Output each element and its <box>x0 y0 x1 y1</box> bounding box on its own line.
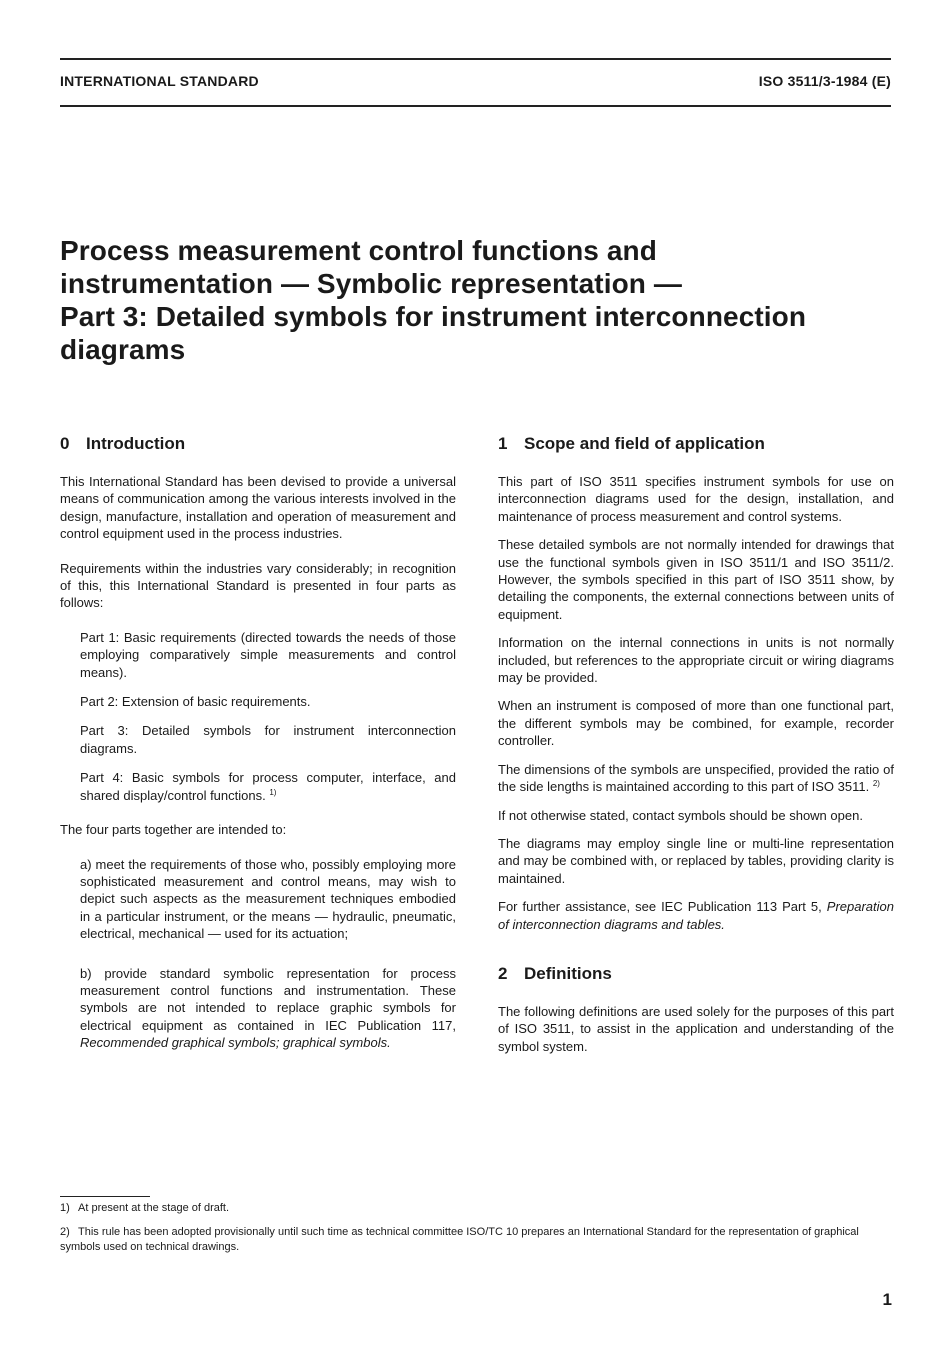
intent-item-b-text: b) provide standard symbolic representation for process measurement control functions and instrumentation. These symbols are not intended to replace graphic symbols for electrical equipment as contained in IEC Publication 117, <box>80 965 456 1033</box>
introduction-paragraph: This International Standard has been devised to provide a universal means of communication among the various interests involved in the design, manufacture, installation and operation of measurement and control equipment used in the process industries. <box>60 474 456 542</box>
header-standard-label: INTERNATIONAL STANDARD <box>60 73 259 89</box>
scope-paragraph: Information on the internal connections in units is not normally included, but references to the appropriate circuit or wiring diagrams may be provided. <box>498 635 894 686</box>
footnote-2-number: 2) <box>60 1226 70 1238</box>
footnote-1-text: At present at the stage of draft. <box>78 1202 230 1214</box>
introduction-paragraph: Requirements within the industries vary considerably; in recognition of this, this International Standard is presented in four parts as follows: <box>60 560 456 611</box>
header-bottom-rule <box>60 105 891 107</box>
scope-assistance-text: For further assistance, see IEC Publication 113 Part 5, <box>498 899 822 915</box>
title-line-4: diagrams <box>60 334 186 365</box>
scope-paragraph <box>498 898 894 933</box>
footnote-ref-1: 1) <box>269 787 277 797</box>
left-column <box>60 433 456 1074</box>
header-top-rule <box>60 58 891 60</box>
footnote-2-text: This rule has been adopted provisionally until such time as technical committee ISO/TC 10 prepares an International Standard for the representation of graphical symbols used on technical drawings. <box>60 1226 859 1253</box>
footnote-1 <box>60 1201 892 1216</box>
scope-paragraph: These detailed symbols are not normally intended for drawings that use the functional symbols given in ISO 3511/1 and ISO 3511/2. However, the symbols specified in this part of ISO 3511 show, by detailing the components, the external connections between units of equipment. <box>498 537 894 622</box>
scope-paragraph: When an instrument is composed of more than one functional part, the different symbols may be combined, for example, recorder controller. <box>498 698 894 749</box>
scope-publication-title: Preparation of interconnection diagrams and tables. <box>498 899 894 932</box>
title-line-2: instrumentation — Symbolic representation — <box>60 268 682 299</box>
header-document-id: ISO 3511/3-1984 (E) <box>758 73 891 89</box>
part-list-item <box>80 769 456 804</box>
definitions-heading-text: Definitions <box>524 963 612 983</box>
scope-number: 1 <box>498 434 508 453</box>
part-list-item: Part 3: Detailed symbols for instrument interconnection diagrams. <box>80 723 456 756</box>
intent-item-a: a) meet the requirements of those who, possibly employing more sophisticated measurement and control means, may wish to depict such aspects as the measurement techniques embodied in a particular instrument, or the means — hydraulic, pneumatic, electrical, mechanical — used for its actuation; <box>80 856 456 942</box>
part-list-item: Part 2: Extension of basic requirements. <box>80 694 311 710</box>
footnote-ref-2: 2) <box>872 779 880 789</box>
intent-item-b <box>80 965 456 1052</box>
introduction-heading <box>60 433 456 455</box>
scope-paragraph <box>498 761 894 796</box>
footnote-1-number: 1) <box>60 1202 70 1214</box>
introduction-paragraph: The four parts together are intended to: <box>60 822 287 838</box>
scope-paragraph: If not otherwise stated, contact symbols should be shown open. <box>498 807 863 823</box>
right-column <box>498 433 894 1072</box>
part-4-text: Part 4: Basic symbols for process computer, interface, and shared display/control functions. <box>80 770 456 803</box>
part-list-item: Part 1: Basic requirements (directed towards the needs of those employing comparatively simple measurements and control means). <box>80 629 456 680</box>
introduction-number: 0 <box>60 434 70 453</box>
introduction-heading-text: Introduction <box>86 434 186 453</box>
footnote-2 <box>60 1225 892 1255</box>
definitions-paragraph: The following definitions are used solely for the purposes of this part of ISO 3511, to assist in the application and understanding of the symbol system. <box>498 1003 894 1054</box>
page-number: 1 <box>882 1290 892 1309</box>
title-line-3: Part 3: Detailed symbols for instrument interconnection <box>60 301 807 332</box>
scope-paragraph: This part of ISO 3511 specifies instrument symbols for use on interconnection diagrams used for the design, installation, and maintenance of process measurement and control systems. <box>498 474 894 524</box>
definitions-heading <box>498 963 894 985</box>
intent-item-b-publication-title: Recommended graphical symbols; graphical symbols. <box>80 1035 391 1051</box>
title-line-1: Process measurement control functions and <box>60 235 657 266</box>
scope-dimensions-text: The dimensions of the symbols are unspecified, provided the ratio of the side lengths is maintained according to this part of ISO 3511. <box>498 761 894 795</box>
scope-heading-text: Scope and field of application <box>524 434 765 453</box>
scope-heading <box>498 433 894 455</box>
footnote-separator <box>60 1196 150 1197</box>
scope-paragraph: The diagrams may employ single line or multi-line representation and may be combined with, or replaced by tables, providing clarity is maintained. <box>498 835 894 886</box>
document-title <box>60 234 890 366</box>
definitions-number: 2 <box>498 963 508 983</box>
